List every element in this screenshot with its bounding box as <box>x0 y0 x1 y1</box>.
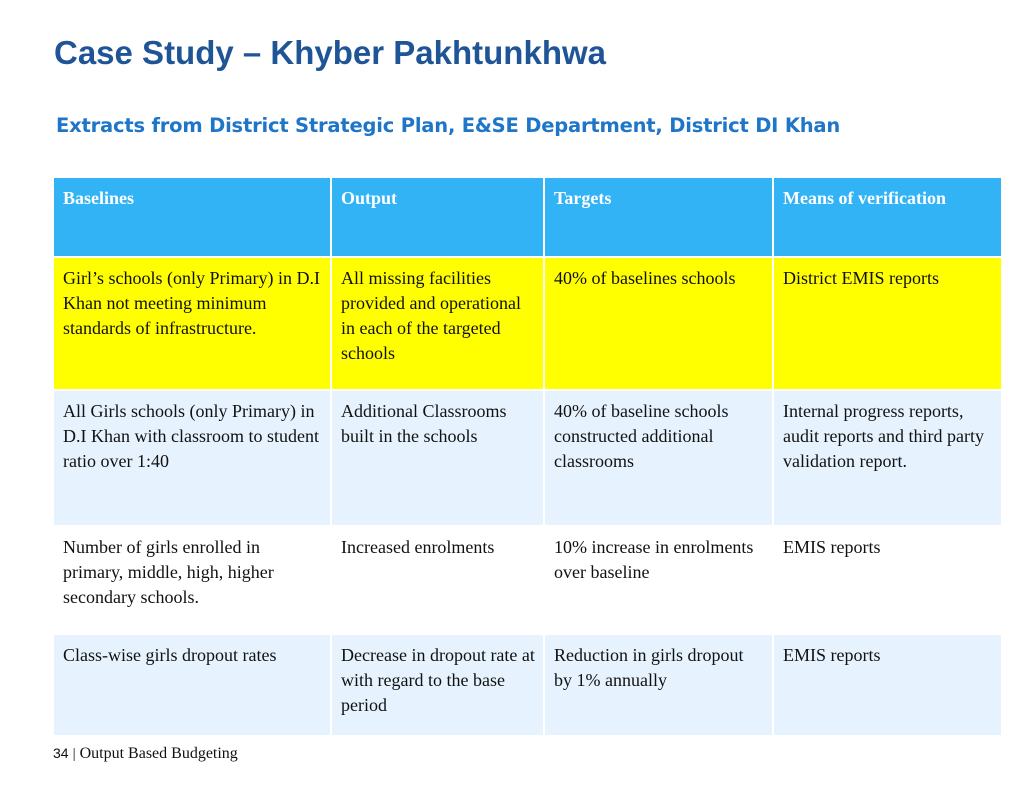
cell-output: Increased enrolments <box>331 526 544 634</box>
cell-baseline: Class-wise girls dropout rates <box>53 634 331 736</box>
cell-output: Additional Classrooms built in the schools <box>331 390 544 526</box>
page-footer <box>53 745 238 763</box>
table-row <box>53 257 1002 390</box>
strategic-plan-table <box>52 176 1003 737</box>
header-means-of-verification: Means of verification <box>773 177 1002 257</box>
cell-target: Reduction in girls dropout by 1% annually <box>544 634 773 736</box>
cell-target: 40% of baseline schools constructed additional classrooms <box>544 390 773 526</box>
cell-baseline: All Girls schools (only Primary) in D.I Khan with classroom to student ratio over 1:40 <box>53 390 331 526</box>
header-targets: Targets <box>544 177 773 257</box>
cell-verification: Internal progress reports, audit reports and third party validation report. <box>773 390 1002 526</box>
table-row <box>53 634 1002 736</box>
table-header-row <box>53 177 1002 257</box>
footer-label: Output Based Budgeting <box>79 745 238 762</box>
cell-verification: District EMIS reports <box>773 257 1002 390</box>
cell-target: 40% of baselines schools <box>544 257 773 390</box>
header-output: Output <box>331 177 544 257</box>
cell-output: Decrease in dropout rate at with regard to the base period <box>331 634 544 736</box>
cell-output: All missing facilities provided and operational in each of the targeted schools <box>331 257 544 390</box>
table-row <box>53 390 1002 526</box>
cell-baseline: Girl’s schools (only Primary) in D.I Khan not meeting minimum standards of infrastructure. <box>53 257 331 390</box>
cell-baseline: Number of girls enrolled in primary, middle, high, higher secondary schools. <box>53 526 331 634</box>
cell-verification: EMIS reports <box>773 634 1002 736</box>
page-number: 34 <box>53 745 69 761</box>
cell-target: 10% increase in enrolments over baseline <box>544 526 773 634</box>
header-baselines: Baselines <box>53 177 331 257</box>
table-row <box>53 526 1002 634</box>
page-subtitle: Extracts from District Strategic Plan, E&SE Department, District DI Khan <box>56 114 841 137</box>
footer-separator: | <box>72 746 76 762</box>
cell-verification: EMIS reports <box>773 526 1002 634</box>
page-title: Case Study – Khyber Pakhtunkhwa <box>54 34 606 71</box>
